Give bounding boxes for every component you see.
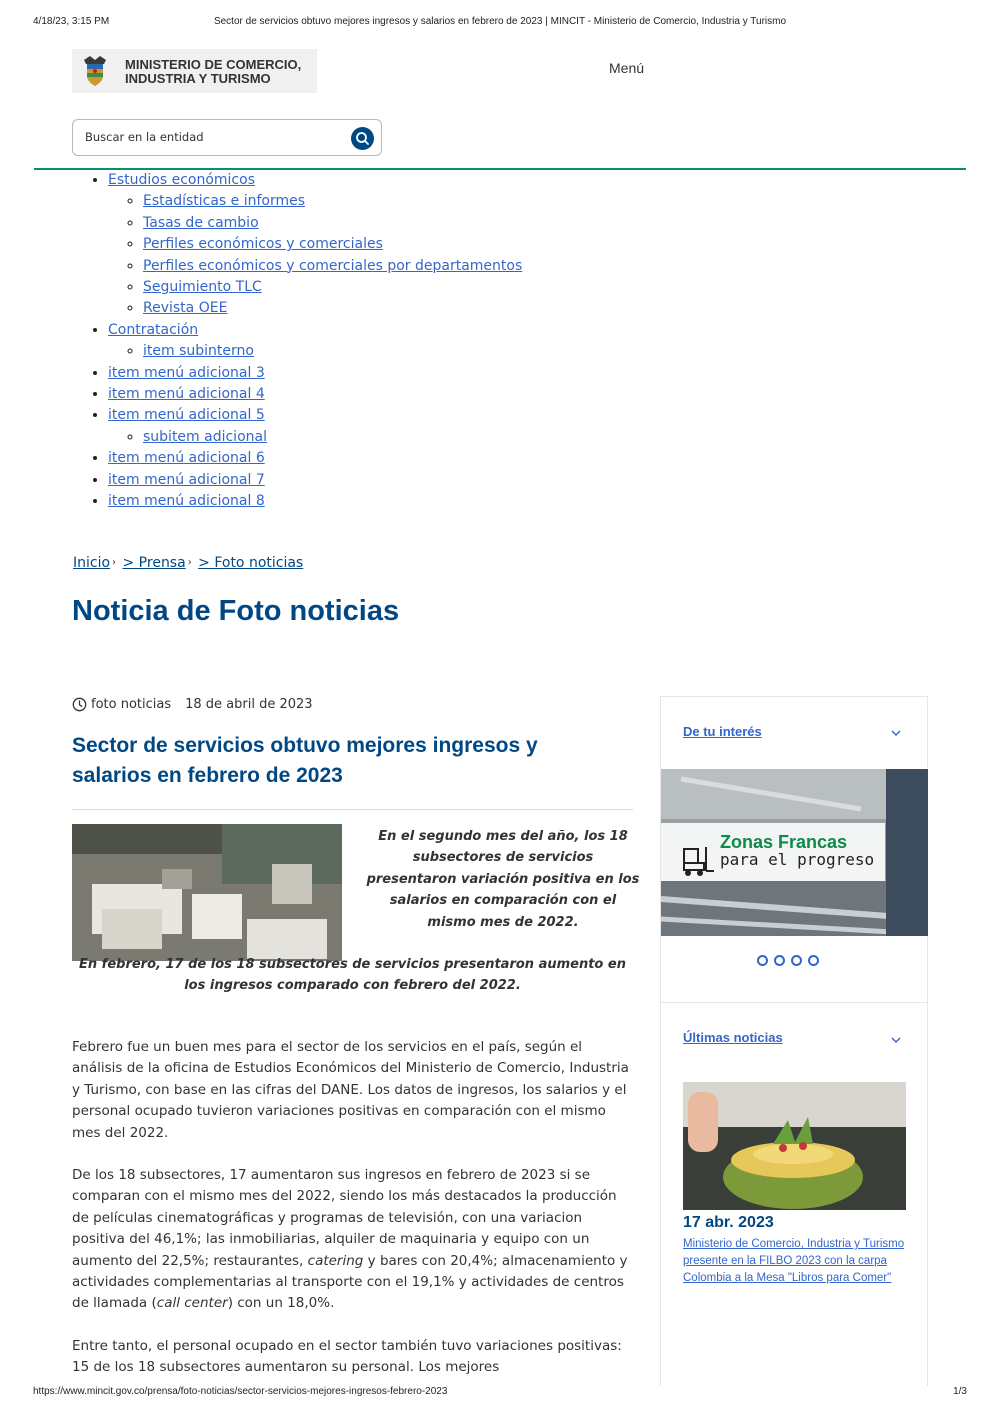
nav-link[interactable]: item menú adicional 3	[108, 364, 265, 381]
nav-item	[108, 448, 522, 469]
sidebar-separator	[661, 1002, 927, 1003]
p2-call-center: call center	[156, 1295, 228, 1312]
p2-text-b: y bares con 20,4%; almacenamiento y actividades complementarias al transporte con el 19,1% y actividades de centros de llamada (	[72, 1252, 628, 1312]
p2-text-c: ) con un 18,0%.	[227, 1295, 335, 1312]
page-title: Noticia de Foto noticias	[72, 595, 400, 627]
nav-item	[108, 170, 522, 320]
nav-item	[108, 491, 522, 512]
interest-banner[interactable]	[661, 769, 928, 936]
p2-text-a: De los 18 subsectores, 17 aumentaron sus ingresos en febrero de 2023 si se comparan con el mismo mes del 2022, siendo los más destacados la producción de películas cinematográficas y programas de televisión, con una variacion positiva del 46,1%; las inmobiliarias, alquiler de maquinaria y equipo con un aumento del 22,5%; restaurantes,	[72, 1167, 617, 1269]
news-date: 17 abr. 2023	[683, 1214, 774, 1231]
nav-link[interactable]: item menú adicional 6	[108, 450, 265, 467]
nav-link-contratacion[interactable]: Contratación	[108, 321, 199, 338]
body-paragraph-3: Entre tanto, el personal ocupado en el sector también tuvo variaciones positivas: 15 de los 18 subsectores aumentaron su personal. Los mejores	[72, 1338, 622, 1376]
print-page-number: 1/3	[953, 1386, 967, 1397]
banner-subtitle: para el progreso	[720, 850, 875, 869]
news-headline-link[interactable]: Ministerio de Comercio, Industria y Turismo presente en la FILBO 2023 con la carpa Colombia a la Mesa "Libros para Comer"	[683, 1238, 905, 1284]
nav-link[interactable]: item menú adicional 5	[108, 407, 265, 424]
article-meta	[72, 697, 313, 712]
article-title	[72, 731, 612, 791]
search-input[interactable]	[83, 129, 347, 145]
body-paragraph-1: Febrero fue un buen mes para el sector de los servicios en el país, según el análisis de la oficina de Estudios Económicos del Ministerio de Comercio, Industria y Turismo, con base en las cifras del DANE. Los datos de ingresos, los salarios y el personal ocupado tuvieron variaciones positivas en comparación con el mismo mes del 2022.	[72, 1039, 629, 1141]
article-category: foto noticias	[91, 697, 172, 712]
carousel-dot[interactable]	[808, 955, 819, 966]
forklift-icon	[680, 843, 716, 877]
print-datetime: 4/18/23, 3:15 PM	[33, 16, 110, 27]
latest-news-heading[interactable]: Últimas noticias	[683, 1030, 783, 1045]
nav-link-estudios[interactable]: Estudios económicos	[108, 172, 255, 188]
search-button[interactable]	[351, 127, 374, 150]
breadcrumb-foto-noticias[interactable]: > Foto noticias	[198, 555, 304, 571]
nav-sublink[interactable]: Seguimiento TLC	[143, 279, 262, 296]
carousel-dot[interactable]	[774, 955, 785, 966]
breadcrumb-home[interactable]: Inicio	[73, 555, 111, 571]
breadcrumb-separator-icon: ›	[112, 557, 117, 568]
breadcrumb-prensa[interactable]: > Prensa	[122, 555, 186, 571]
ministry-logo[interactable]	[72, 49, 317, 93]
lead-paragraph-2: En febrero, 17 de los 18 subsectores de servicios presentaron aumento en los ingresos comparado con febrero del 2022.	[79, 957, 626, 994]
p2-catering: catering	[307, 1252, 364, 1269]
nav-link[interactable]: item menú adicional 4	[108, 386, 265, 403]
ministry-name-line1: MINISTERIO DE COMERCIO,	[125, 57, 302, 72]
breadcrumb-separator-icon: ›	[187, 557, 192, 568]
article-title-line1: Sector de servicios obtuvo mejores ingresos y	[72, 734, 538, 757]
nav-item	[108, 363, 522, 384]
print-url: https://www.mincit.gov.co/prensa/foto-noticias/sector-servicios-mejores-ingresos-febrero-2023	[33, 1386, 448, 1397]
lead-paragraph-1: En el segundo mes del año, los 18 subsectores de servicios presentaron variación positiva en los salarios en comparación con el mismo mes de 2022.	[366, 829, 640, 930]
breadcrumb	[73, 555, 303, 571]
food-dish-icon	[683, 1082, 906, 1210]
print-page-title: Sector de servicios obtuvo mejores ingresos y salarios en febrero de 2023 | MINCIT - Ministerio de Comercio, Industria y Turismo	[213, 16, 787, 27]
title-divider	[72, 809, 633, 810]
nav-sublink[interactable]: item subinterno	[143, 343, 254, 360]
nav-item	[108, 320, 522, 363]
nav-item	[108, 405, 522, 448]
chevron-down-icon[interactable]	[891, 728, 901, 738]
ministry-name-line2: INDUSTRIA Y TURISMO	[125, 71, 271, 86]
nav-link[interactable]: item menú adicional 7	[108, 471, 265, 488]
carousel-dots	[757, 955, 819, 966]
nav-sublink[interactable]: Revista OEE	[143, 300, 228, 317]
print-header	[33, 16, 967, 30]
nav-sublink[interactable]: Tasas de cambio	[143, 214, 259, 231]
nav-item	[108, 384, 522, 405]
chevron-down-icon[interactable]	[891, 1035, 901, 1045]
article-photo	[72, 824, 342, 961]
nav-sublink[interactable]: subitem adicional	[143, 428, 267, 445]
sidebar	[660, 696, 928, 1386]
carousel-dot[interactable]	[757, 955, 768, 966]
menu-button[interactable]: Menú	[609, 60, 645, 76]
body-paragraph-2	[72, 1165, 633, 1315]
article-date: 18 de abril de 2023	[185, 697, 313, 712]
nav-item	[108, 470, 522, 491]
nav-sublink[interactable]: Perfiles económicos y comerciales por departamentos	[143, 257, 523, 274]
nav-sublink[interactable]: Perfiles económicos y comerciales	[143, 236, 383, 253]
search-box	[72, 119, 382, 156]
print-footer	[33, 1386, 967, 1400]
banner-title: Zonas Francas	[720, 832, 848, 852]
news-image[interactable]	[683, 1082, 906, 1210]
clock-icon	[72, 697, 87, 712]
article-title-line2: salarios en febrero de 2023	[72, 764, 343, 787]
main-navigation	[72, 170, 522, 513]
nav-sublink[interactable]: Estadísticas e informes	[143, 193, 306, 210]
coat-of-arms-icon	[80, 54, 110, 88]
ministry-name	[125, 58, 301, 86]
workshop-photo-icon	[72, 824, 342, 961]
nav-link[interactable]: item menú adicional 8	[108, 493, 265, 510]
carousel-dot[interactable]	[791, 955, 802, 966]
search-icon	[351, 127, 374, 150]
interest-heading[interactable]: De tu interés	[683, 724, 762, 739]
